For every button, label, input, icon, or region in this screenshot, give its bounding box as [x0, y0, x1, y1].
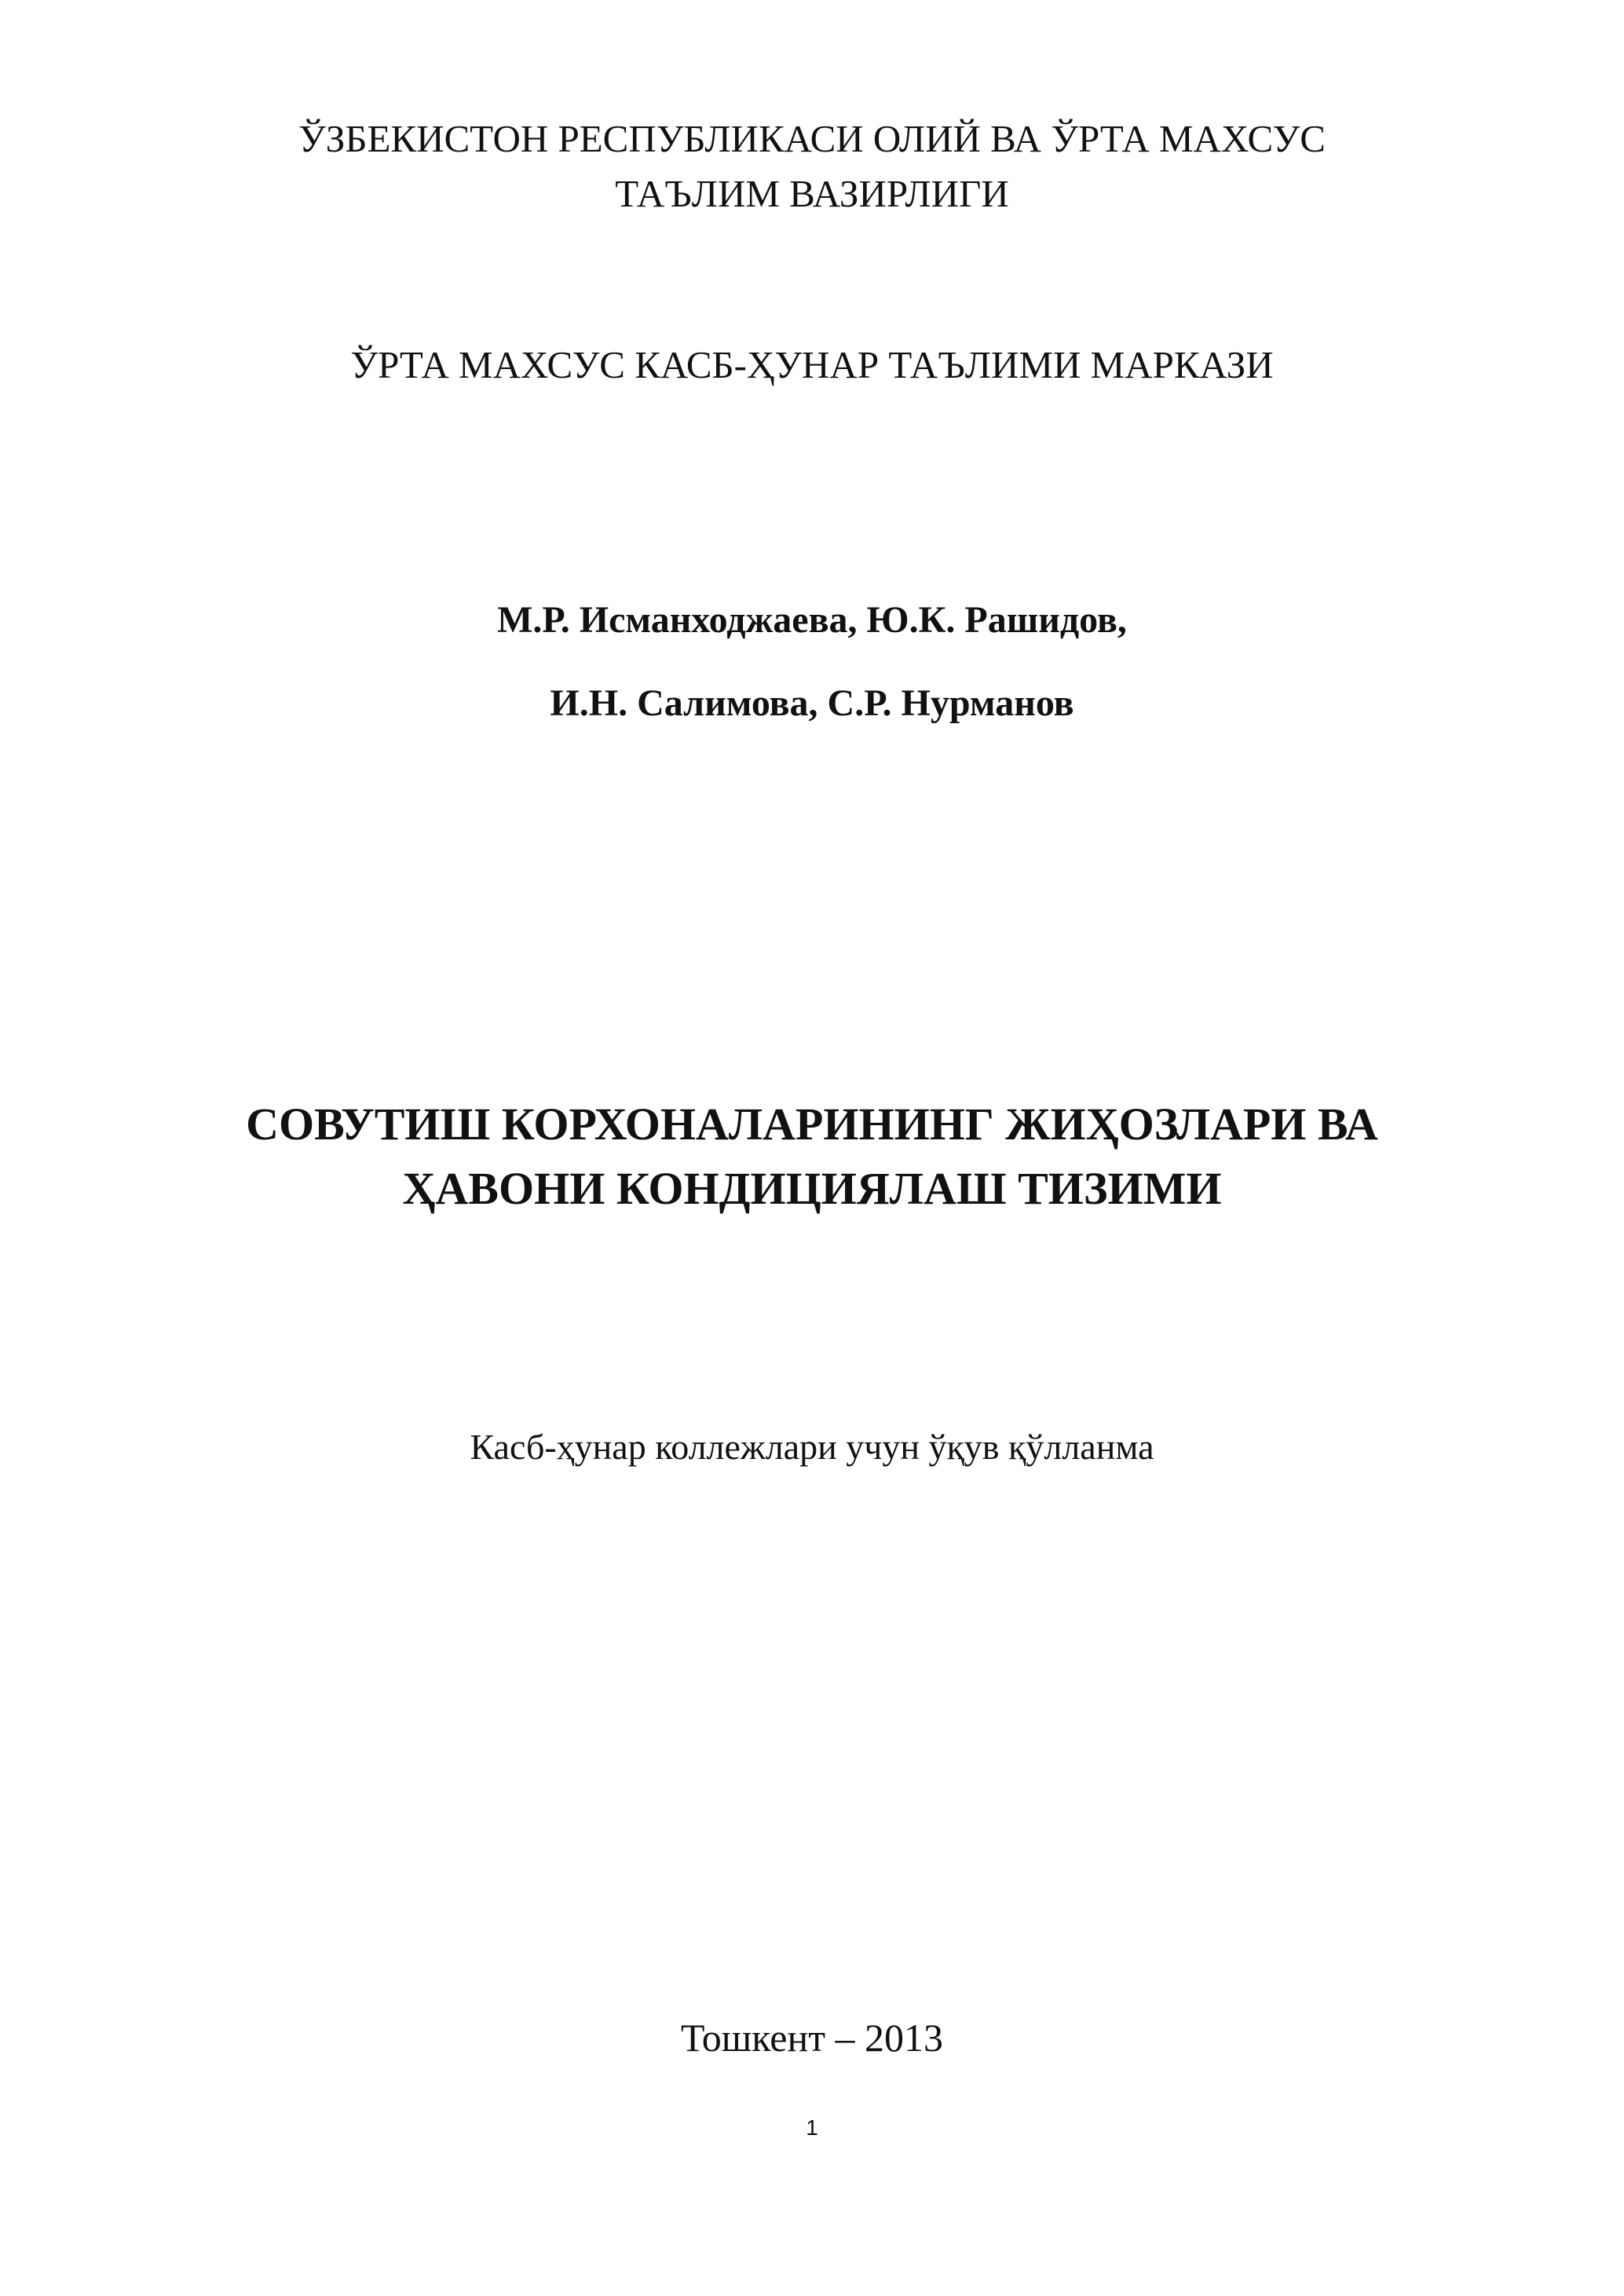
- place-and-year: Тошкент – 2013: [680, 2016, 944, 2060]
- authors-line-2: И.Н. Салимова, С.Р. Нурманов: [550, 682, 1074, 724]
- page-number: 1: [806, 2115, 818, 2140]
- ministry-name-line-2: ТАЪЛИМ ВАЗИРЛИГИ: [615, 172, 1009, 215]
- center-name: ЎРТА МАХСУС КАСБ-ҲУНАР ТАЪЛИМИ МАРКАЗИ: [350, 343, 1274, 386]
- ministry-name-line-1: ЎЗБЕКИСТОН РЕСПУБЛИКАСИ ОЛИЙ ВА ЎРТА МАХСУС: [298, 117, 1326, 160]
- book-title-line-2: ҲАВОНИ КОНДИЦИЯЛАШ ТИЗИМИ: [402, 1163, 1222, 1214]
- book-title-line-1: СОВУТИШ КОРХОНАЛАРИНИНГ ЖИҲОЗЛАРИ ВА: [246, 1099, 1378, 1150]
- authors-line-1: М.Р. Исманходжаева, Ю.К. Рашидов,: [497, 599, 1127, 641]
- book-subtitle: Касб-ҳунар коллежлари учун ўқув қўлланма: [470, 1427, 1154, 1467]
